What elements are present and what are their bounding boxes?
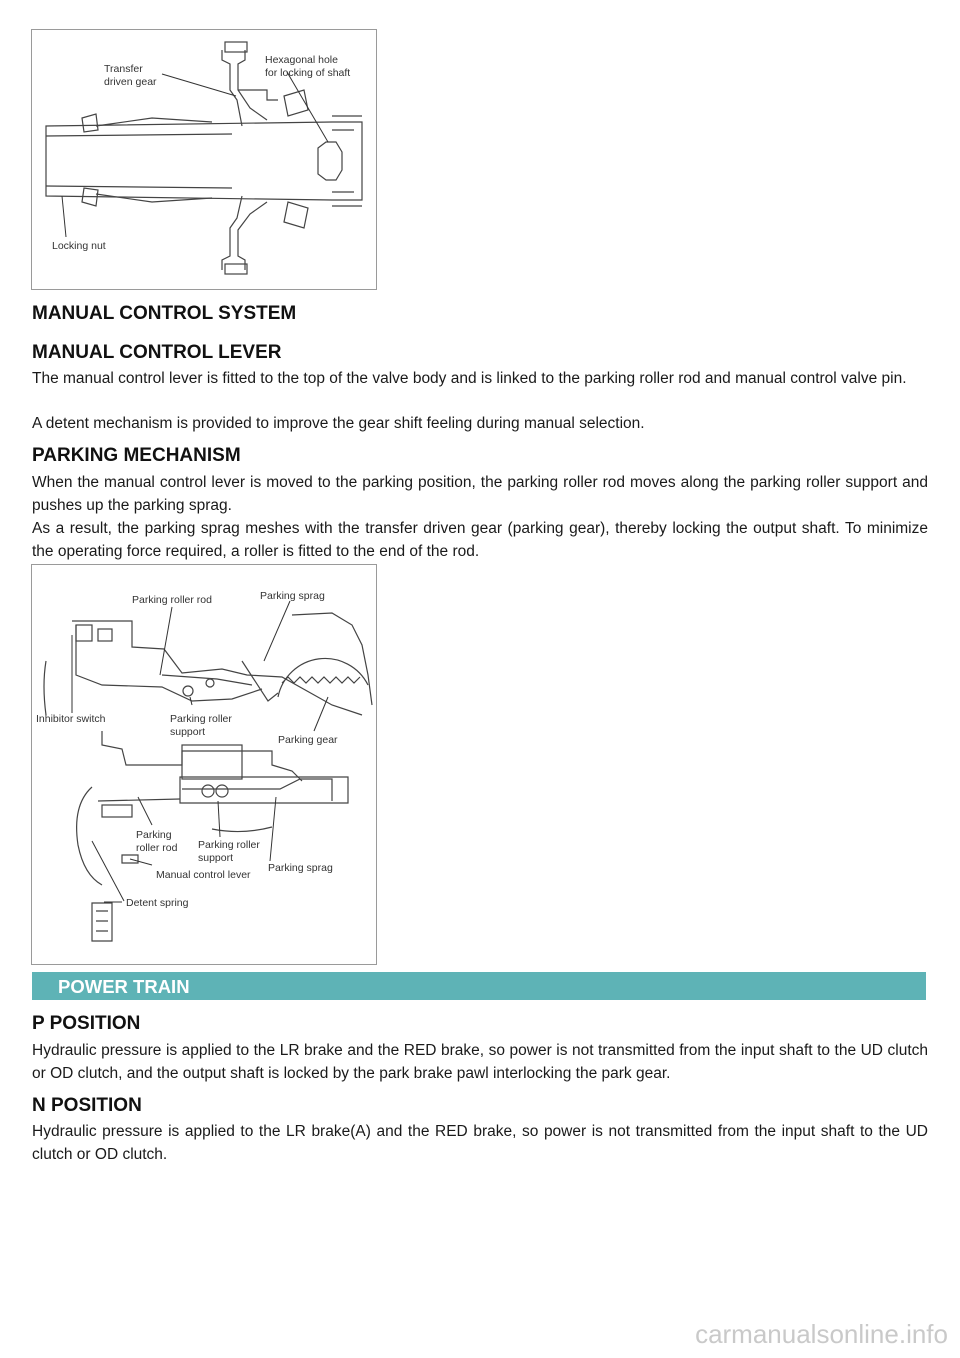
parking-mechanism-paragraph-1: When the manual control lever is moved to the parking position, the parking roller rod moves along the parking roller support and pushes up the parking sprag. <box>32 474 928 514</box>
label-parking-roller-rod-bottom-1: Parking <box>136 829 172 841</box>
label-inhibitor-switch: Inhibitor switch <box>36 713 106 725</box>
label-parking-sprag-bottom: Parking sprag <box>268 862 333 874</box>
section-title-p-position: P POSITION <box>32 1013 141 1034</box>
label-parking-gear: Parking gear <box>278 734 338 746</box>
label-parking-roller-support-top-2: support <box>170 726 206 738</box>
label-transfer-driven-gear-2: driven gear <box>104 76 157 88</box>
manual-control-lever-paragraph-1: The manual control lever is fitted to the top of the valve body and is linked to the parking roller rod and manual control valve pin. <box>32 370 907 387</box>
label-detent-spring: Detent spring <box>126 897 189 909</box>
label-parking-roller-support-bottom-1: Parking roller <box>198 839 260 851</box>
n-position-paragraph: Hydraulic pressure is applied to the LR brake(A) and the RED brake, so power is not transmitted from the input shaft to the UD clutch or OD clutch. <box>32 1123 928 1163</box>
p-position-paragraph: Hydraulic pressure is applied to the LR brake and the RED brake, so power is not transmitted from the input shaft to the UD clutch or OD clutch, and the output shaft is locked by the park brake pawl interlocking the park gear. <box>32 1042 928 1082</box>
parking-mechanism-figure <box>31 564 377 965</box>
manual-control-lever-paragraph-2: A detent mechanism is provided to improve the gear shift feeling during manual selection. <box>32 415 645 432</box>
section-title-n-position: N POSITION <box>32 1095 142 1116</box>
section-title-parking-mechanism: PARKING MECHANISM <box>32 445 241 466</box>
label-manual-control-lever: Manual control lever <box>156 869 251 881</box>
label-parking-roller-rod-top: Parking roller rod <box>132 594 212 606</box>
label-locking-nut: Locking nut <box>52 240 106 252</box>
label-transfer-driven-gear-1: Transfer <box>104 63 143 75</box>
transfer-gear-figure <box>31 29 377 290</box>
section-title-manual-control-lever: MANUAL CONTROL LEVER <box>32 342 282 363</box>
label-parking-roller-rod-bottom-2: roller rod <box>136 842 178 854</box>
label-parking-roller-support-bottom-2: support <box>198 852 234 864</box>
transfer-gear-diagram <box>32 30 376 289</box>
section-banner-power-train: POWER TRAIN <box>32 972 926 1000</box>
label-parking-roller-support-top-1: Parking roller <box>170 713 232 725</box>
parking-mechanism-diagram <box>32 565 376 964</box>
label-hexagonal-hole-1: Hexagonal hole <box>265 54 338 66</box>
watermark: carmanualsonline.info <box>695 1319 948 1349</box>
section-title-manual-control-system: MANUAL CONTROL SYSTEM <box>32 303 297 324</box>
label-parking-sprag-top: Parking sprag <box>260 590 325 602</box>
parking-mechanism-paragraph-2: As a result, the parking sprag meshes with the transfer driven gear (parking gear), thereby locking the output shaft. To minimize the operating force required, a roller is fitted to the end of the rod. <box>32 520 928 560</box>
label-hexagonal-hole-2: for locking of shaft <box>265 67 351 79</box>
